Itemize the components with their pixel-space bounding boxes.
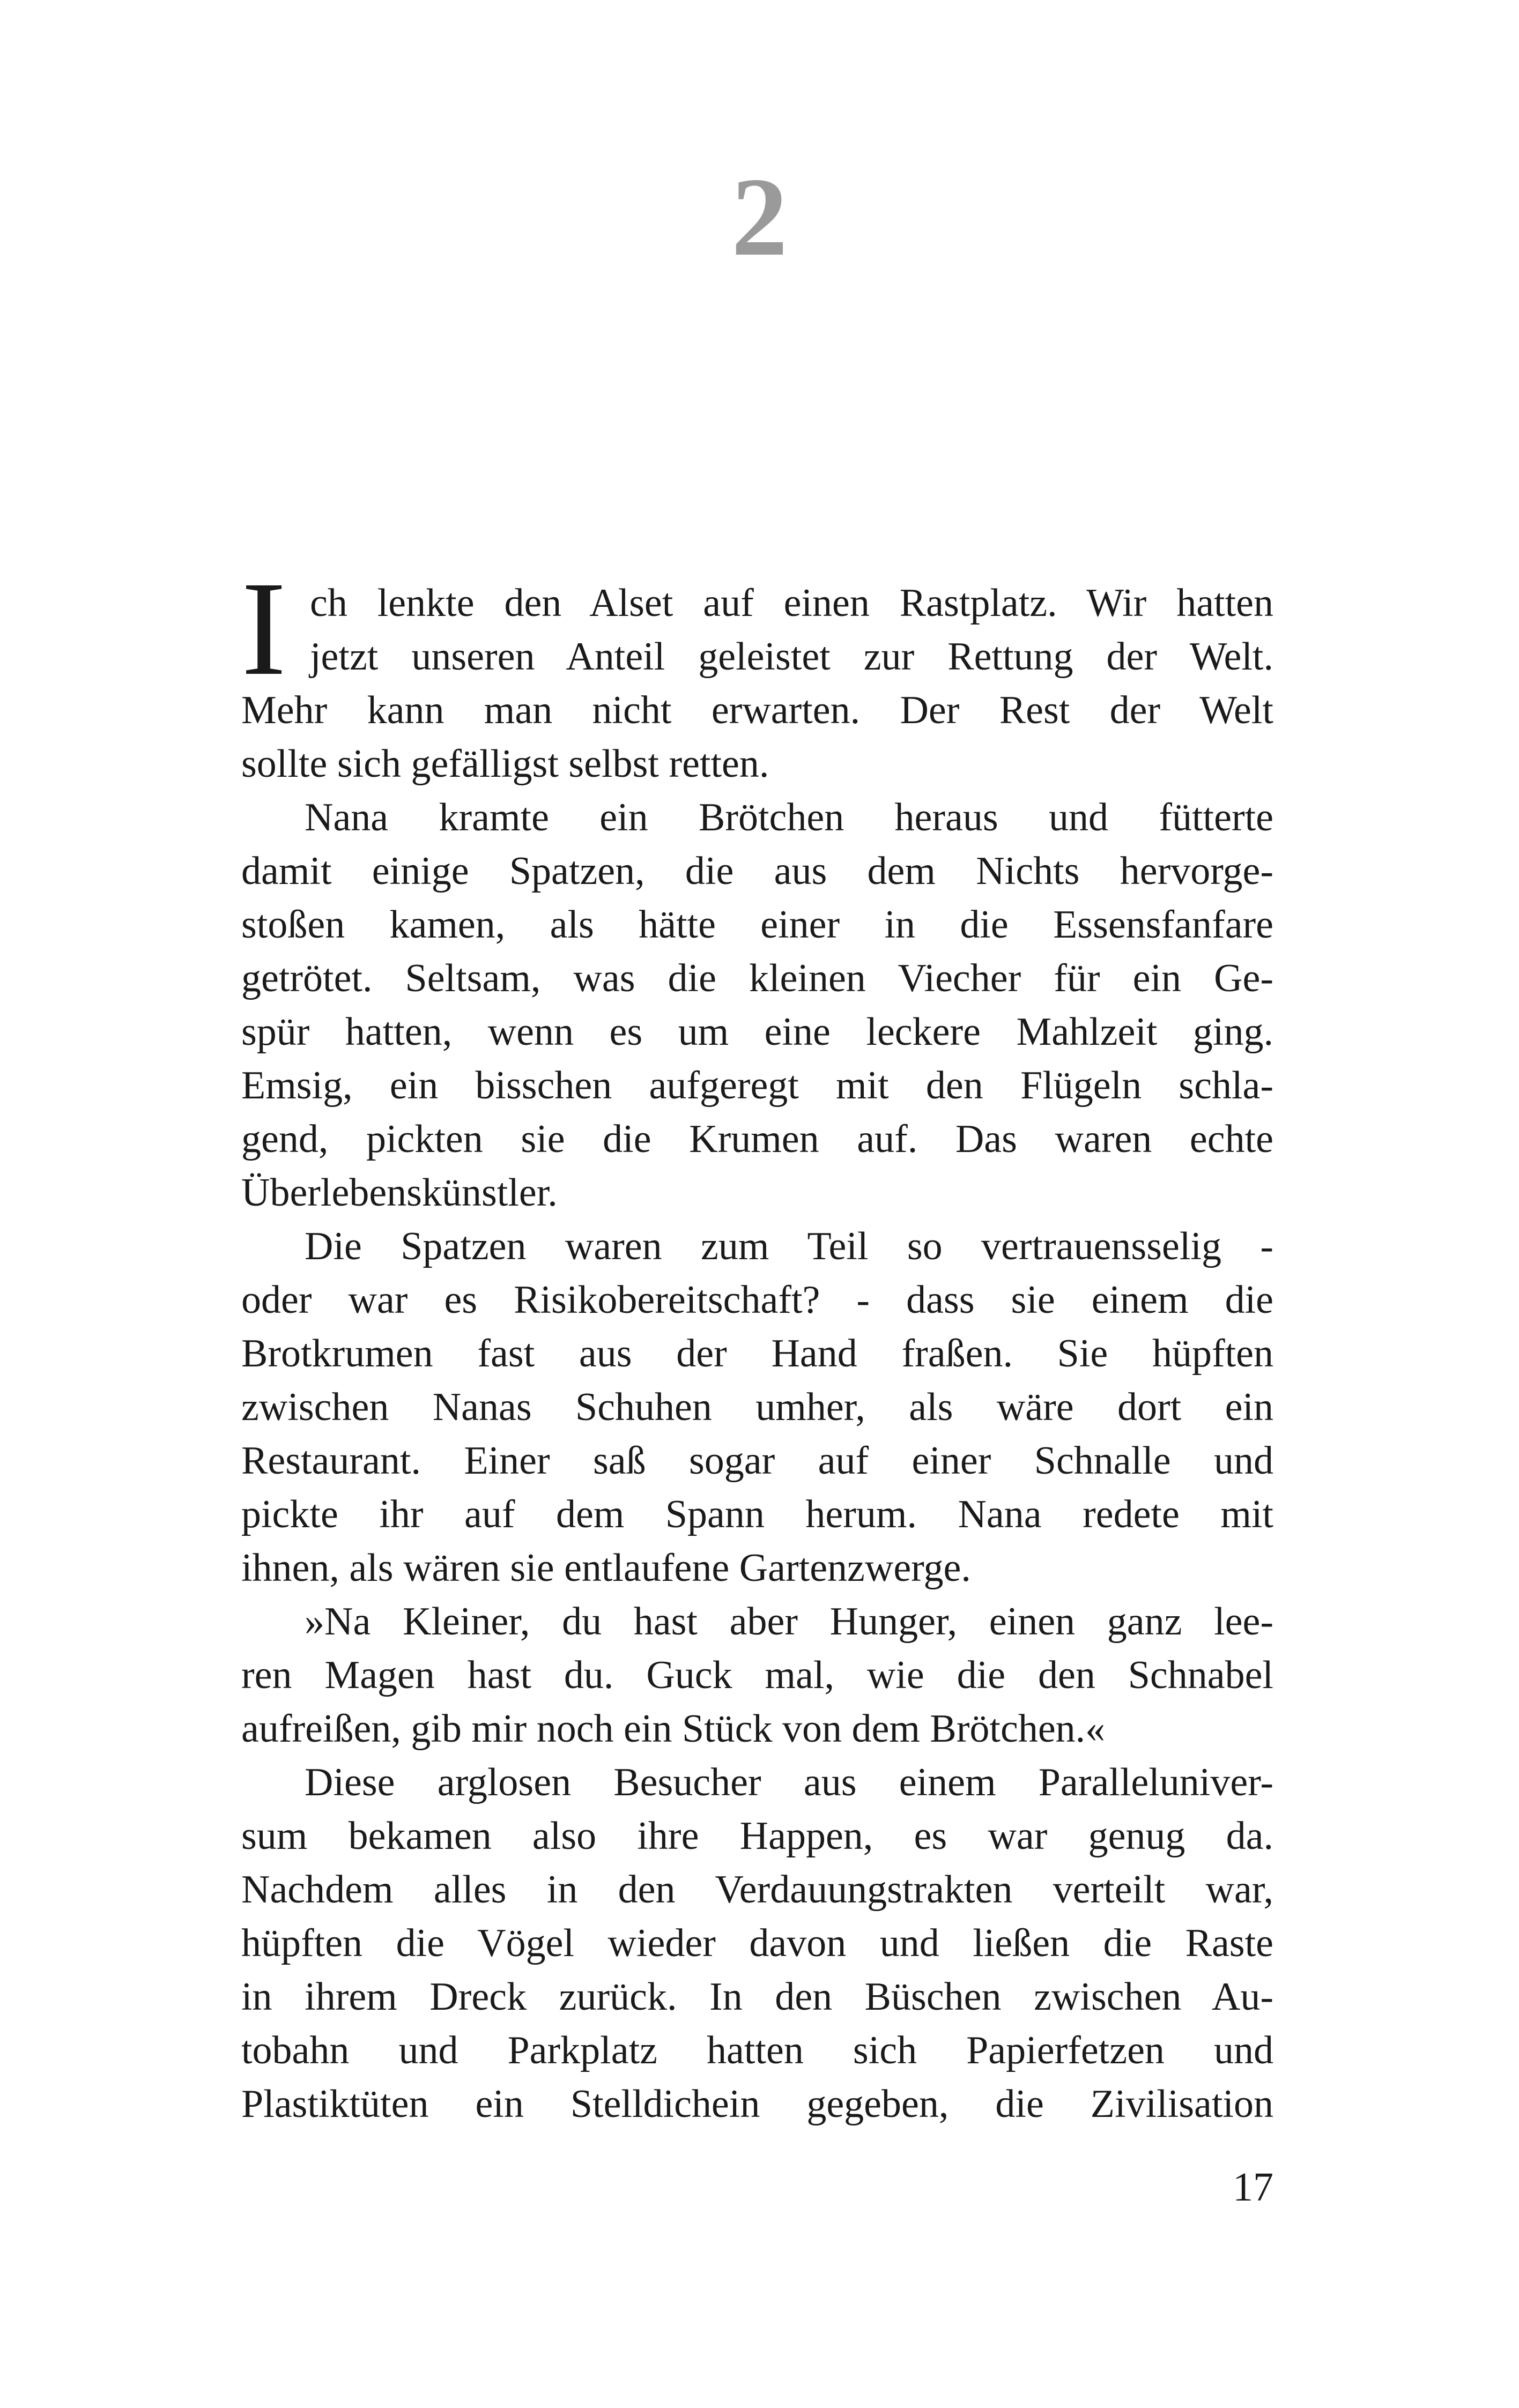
text-line: ch lenkte den Alset auf einen Rastplatz. Wir hatten xyxy=(310,581,1273,625)
text-line: sollte sich gefälligst selbst retten. xyxy=(241,742,769,786)
text-line: Brotkrumen fast aus der Hand fraßen. Sie hüpften xyxy=(241,1332,1273,1376)
text-line: pickte ihr auf dem Spann herum. Nana redete mit xyxy=(241,1492,1273,1536)
chapter-body xyxy=(241,553,1273,2131)
text-line: ihnen, als wären sie entlaufene Gartenzwerge. xyxy=(241,1546,971,1590)
text-line: Nana kramte ein Brötchen heraus und fütterte xyxy=(305,796,1273,839)
text-line: tobahn und Parkplatz hatten sich Papierfetzen und xyxy=(241,2028,1273,2072)
text-line: spür hatten, wenn es um eine leckere Mahlzeit ging. xyxy=(241,1010,1273,1054)
drop-cap: I xyxy=(241,553,286,703)
text-line: damit einige Spatzen, die aus dem Nichts hervorge- xyxy=(241,849,1273,893)
text-line: in ihrem Dreck zurück. In den Büschen zwischen Au- xyxy=(241,1975,1273,2019)
text-line: getrötet. Seltsam, was die kleinen Viecher für ein Ge- xyxy=(241,956,1273,1000)
text-line: Diese arglosen Besucher aus einem Paralleluniver- xyxy=(305,1760,1273,1804)
text-line: hüpften die Vögel wieder davon und ließen die Raste xyxy=(241,1921,1273,1965)
text-line: aufreißen, gib mir noch ein Stück von dem Brötchen.« xyxy=(241,1707,1106,1751)
paragraph-4 xyxy=(241,1595,1273,1756)
text-line: Plastiktüten ein Stelldichein gegeben, die Zivilisation xyxy=(241,2082,1273,2126)
paragraph-5 xyxy=(241,1756,1273,2131)
text-line: zwischen Nanas Schuhen umher, als wäre dort ein xyxy=(241,1385,1273,1429)
text-line: Restaurant. Einer saß sogar auf einer Schnalle und xyxy=(241,1439,1273,1483)
text-line: gend, pickten sie die Krumen auf. Das waren echte xyxy=(241,1117,1273,1161)
text-line: jetzt unseren Anteil geleistet zur Rettung der Welt. xyxy=(310,635,1273,679)
text-line: Mehr kann man nicht erwarten. Der Rest der Welt xyxy=(241,688,1273,732)
text-line: Emsig, ein bisschen aufgeregt mit den Flügeln schla- xyxy=(241,1064,1273,1108)
paragraph-2 xyxy=(241,791,1273,1220)
text-line: Nachdem alles in den Verdauungstrakten verteilt war, xyxy=(241,1868,1273,1912)
text-line: Überlebenskünstler. xyxy=(241,1171,558,1215)
text-line: oder war es Risikobereitschaft? - dass sie einem die xyxy=(241,1278,1273,1322)
text-line: ren Magen hast du. Guck mal, wie die den Schnabel xyxy=(241,1653,1273,1697)
text-line: »Na Kleiner, du hast aber Hunger, einen ganz lee- xyxy=(305,1600,1273,1644)
chapter-number: 2 xyxy=(731,155,788,279)
paragraph-1 xyxy=(241,553,1273,791)
paragraph-3 xyxy=(241,1220,1273,1595)
text-line: Die Spatzen waren zum Teil so vertrauensselig - xyxy=(305,1224,1273,1268)
page-number: 17 xyxy=(1233,2165,1273,2210)
text-line: stoßen kamen, als hätte einer in die Essensfanfare xyxy=(241,903,1273,947)
text-line: sum bekamen also ihre Happen, es war genug da. xyxy=(241,1814,1273,1858)
